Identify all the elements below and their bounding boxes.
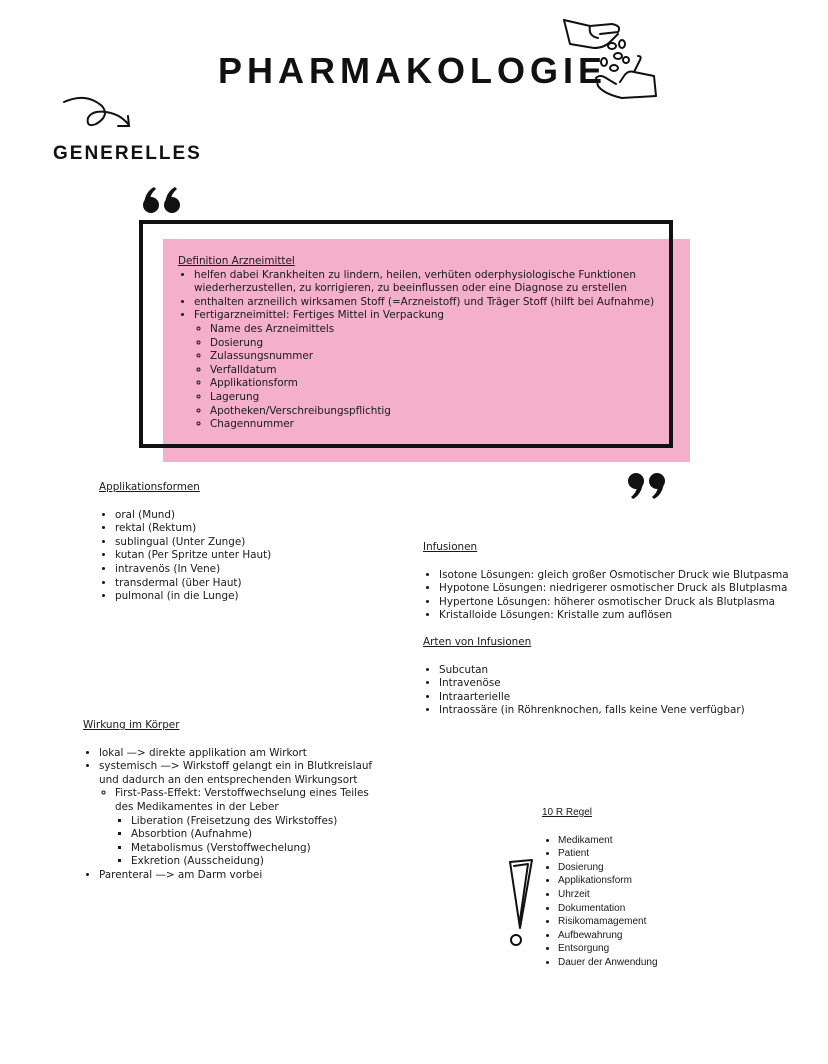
- list-item: • Dauer der Anwendung: [558, 956, 742, 970]
- list-item: ◦ Applikationsform: [210, 377, 658, 391]
- arten-section: [423, 636, 823, 718]
- list-item: • rektal (Rektum): [115, 522, 389, 536]
- applikationsformen-heading: Applikationsformen: [99, 481, 200, 493]
- open-quote-icon: [142, 186, 182, 214]
- definition-heading: Definition Arzneimittel: [178, 255, 295, 267]
- list-item: • enthalten arzneilich wirksamen Stoff (=Arzneistoff) und Träger Stoff (hilft bei Aufnahme): [194, 296, 658, 310]
- list-item: • kutan (Per Spritze unter Haut): [115, 549, 389, 563]
- list-item: • Hypertone Lösungen: höherer osmotischer Druck als Blutplasma: [439, 596, 823, 610]
- list-item: ◦ Chagennummer: [210, 418, 658, 432]
- list-item: [99, 760, 383, 869]
- list-item: ▪ Absorbtion (Aufnahme): [131, 828, 383, 842]
- list-item: • Intravenöse: [439, 677, 823, 691]
- applikationsformen-section: [99, 481, 389, 604]
- list-item: [115, 787, 383, 869]
- list-item: • Parenteral —> am Darm vorbei: [99, 869, 383, 883]
- list-item: • helfen dabei Krankheiten zu lindern, heilen, verhüten oderphysiologische Funktionen wiederherzustellen, zu korrigieren, zu beeinflussen oder eine Diagnose zu erstellen: [194, 269, 658, 296]
- list-item: • Applikationsform: [558, 874, 742, 888]
- list-item: • Risikomamagement: [558, 915, 742, 929]
- list-item-text: systemisch —> Wirkstoff gelangt ein in Blutkreislauf und dadurch an den entsprechenden Wirkungsort: [99, 760, 373, 786]
- list-item: • transdermal (über Haut): [115, 577, 389, 591]
- section-title: GENERELLES: [53, 143, 202, 164]
- infusionen-list: [423, 569, 823, 623]
- list-item: • Intraossäre (in Röhrenknochen, falls keine Vene verfügbar): [439, 704, 823, 718]
- close-quote-icon: [626, 472, 666, 500]
- list-item: [194, 309, 658, 431]
- exclamation-icon: [504, 858, 538, 950]
- infusionen-heading: Infusionen: [423, 541, 478, 553]
- list-item: ◦ Zulassungsnummer: [210, 350, 658, 364]
- list-item: • Uhrzeit: [558, 888, 742, 902]
- systemisch-list: [99, 787, 383, 869]
- list-item: • lokal —> direkte applikation am Wirkort: [99, 747, 383, 761]
- list-item: • sublingual (Unter Zunge): [115, 536, 389, 550]
- definition-list: [178, 269, 658, 432]
- list-item: • Hypotone Lösungen: niedrigerer osmotischer Druck als Blutplasma: [439, 582, 823, 596]
- list-item: ◦ Verfalldatum: [210, 364, 658, 378]
- list-item: ▪ Exkretion (Ausscheidung): [131, 855, 383, 869]
- phases-list: [115, 815, 383, 869]
- arten-heading: Arten von Infusionen: [423, 636, 532, 648]
- list-item: • pulmonal (in die Lunge): [115, 590, 389, 604]
- wirkung-section: [83, 719, 383, 883]
- list-item: ▪ Liberation (Freisetzung des Wirkstoffes): [131, 815, 383, 829]
- page-title: PHARMAKOLOGIE: [218, 50, 607, 91]
- list-item: ◦ Dosierung: [210, 337, 658, 351]
- list-item: • Intraarterielle: [439, 691, 823, 705]
- applikationsformen-list: [99, 509, 389, 604]
- curved-arrow-icon: [62, 94, 134, 134]
- infusionen-section: [423, 541, 823, 623]
- list-item: • Medikament: [558, 834, 742, 848]
- wirkung-heading: Wirkung im Körper: [83, 719, 180, 731]
- list-item: • Kristalloide Lösungen: Kristalle zum auflösen: [439, 609, 823, 623]
- hands-pills-icon: [560, 16, 660, 100]
- wirkung-list: [83, 747, 383, 883]
- definition-card: [178, 255, 658, 432]
- list-item: • Subcutan: [439, 664, 823, 678]
- list-item: ◦ Apotheken/Verschreibungspflichtig: [210, 405, 658, 419]
- regel-section: [542, 806, 742, 970]
- list-item: • Dosierung: [558, 861, 742, 875]
- list-item: • Patient: [558, 847, 742, 861]
- regel-heading: 10 R Regel: [542, 807, 593, 818]
- list-item: • Entsorgung: [558, 942, 742, 956]
- list-item: ◦ Lagerung: [210, 391, 658, 405]
- fertigarzneimittel-list: [194, 323, 658, 432]
- list-item: ◦ Name des Arzneimittels: [210, 323, 658, 337]
- list-item: • Dokumentation: [558, 902, 742, 916]
- list-item: • Aufbewahrung: [558, 929, 742, 943]
- list-item: ▪ Metabolismus (Verstoffwechelung): [131, 842, 383, 856]
- list-item: • intravenös (In Vene): [115, 563, 389, 577]
- list-item-text: Fertigarzneimittel: Fertiges Mittel in Verpackung: [194, 309, 445, 322]
- list-item: • oral (Mund): [115, 509, 389, 523]
- list-item: • Isotone Lösungen: gleich großer Osmotischer Druck wie Blutpasma: [439, 569, 823, 583]
- arten-list: [423, 664, 823, 718]
- regel-list: [542, 834, 742, 970]
- list-item-text: First-Pass-Effekt: Verstoffwechselung eines Teiles des Medikamentes in der Leber: [115, 787, 369, 813]
